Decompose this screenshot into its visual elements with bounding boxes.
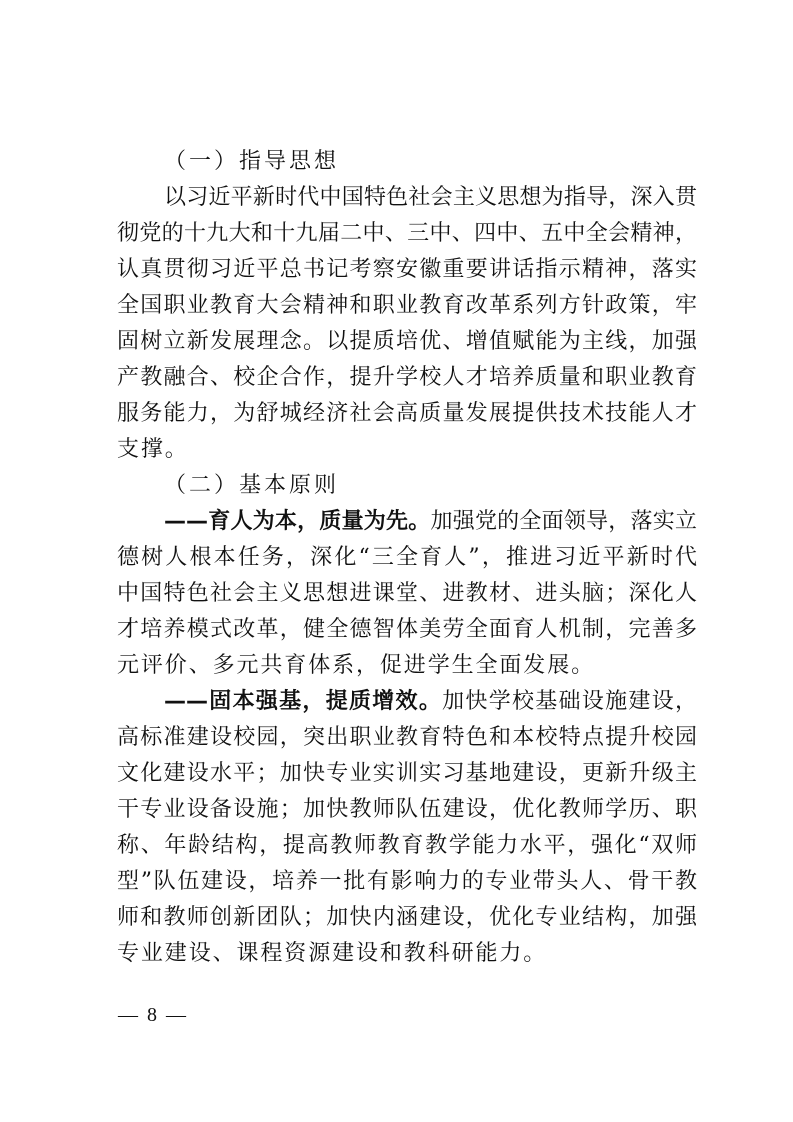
- principle-1-title: ——育人为本，质量为先。: [164, 509, 431, 534]
- paragraph-line: 师和教师创新团队；加快内涵建设，优化专业结构，加强: [117, 905, 697, 930]
- paragraph-line: 才培养模式改革，健全德智体美劳全面育人机制，完善多: [117, 617, 697, 642]
- principle-2-first-line: [164, 687, 697, 717]
- paragraph-line: 型”队伍建设，培养一批有影响力的专业带头人、骨干教: [117, 869, 697, 894]
- paragraph-line: 专业建设、课程资源建设和教科研能力。: [117, 941, 548, 966]
- paragraph-line: 认真贯彻习近平总书记考察安徽重要讲话指示精神，落实: [117, 257, 697, 282]
- section-heading-guiding-thought: （一）指导思想: [164, 149, 340, 174]
- paragraph-line: 全国职业教育大会精神和职业教育改革系列方针政策，牢: [117, 293, 697, 318]
- paragraph-line: 以习近平新时代中国特色社会主义思想为指导，深入贯: [164, 185, 697, 210]
- paragraph-line: 彻党的十九大和十九届二中、三中、四中、五中全会精神，: [117, 221, 697, 246]
- section-heading-basic-principles: （二）基本原则: [164, 473, 340, 498]
- paragraph-line: 支撑。: [117, 437, 189, 462]
- paragraph-line: 服务能力，为舒城经济社会高质量发展提供技术技能人才: [117, 401, 697, 426]
- principle-2-title: ——固本强基，提质增效。: [164, 689, 443, 714]
- page-number: — 8 —: [118, 1004, 188, 1026]
- paragraph-line: 称、年龄结构，提高教师教育教学能力水平，强化“双师: [117, 833, 697, 858]
- principle-1-text: 加强党的全面领导，落实立: [430, 509, 697, 534]
- principle-2-text: 加快学校基础设施建设，: [442, 689, 697, 714]
- paragraph-line: 高标准建设校园，突出职业教育特色和本校特点提升校园: [117, 725, 697, 750]
- paragraph-line: 产教融合、校企合作，提升学校人才培养质量和职业教育: [117, 365, 697, 390]
- paragraph-line: 德树人根本任务，深化“三全育人”，推进习近平新时代: [117, 545, 697, 570]
- paragraph-line: 中国特色社会主义思想进课堂、进教材、进头脑；深化人: [117, 581, 697, 606]
- paragraph-line: 元评价、多元共育体系，促进学生全面发展。: [117, 653, 596, 678]
- paragraph-line: 干专业设备设施；加快教师队伍建设，优化教师学历、职: [117, 797, 697, 822]
- principle-1-first-line: [164, 507, 697, 537]
- paragraph-line: 文化建设水平；加快专业实训实习基地建设，更新升级主: [117, 761, 697, 786]
- paragraph-line: 固树立新发展理念。以提质培优、增值赋能为主线，加强: [117, 329, 697, 354]
